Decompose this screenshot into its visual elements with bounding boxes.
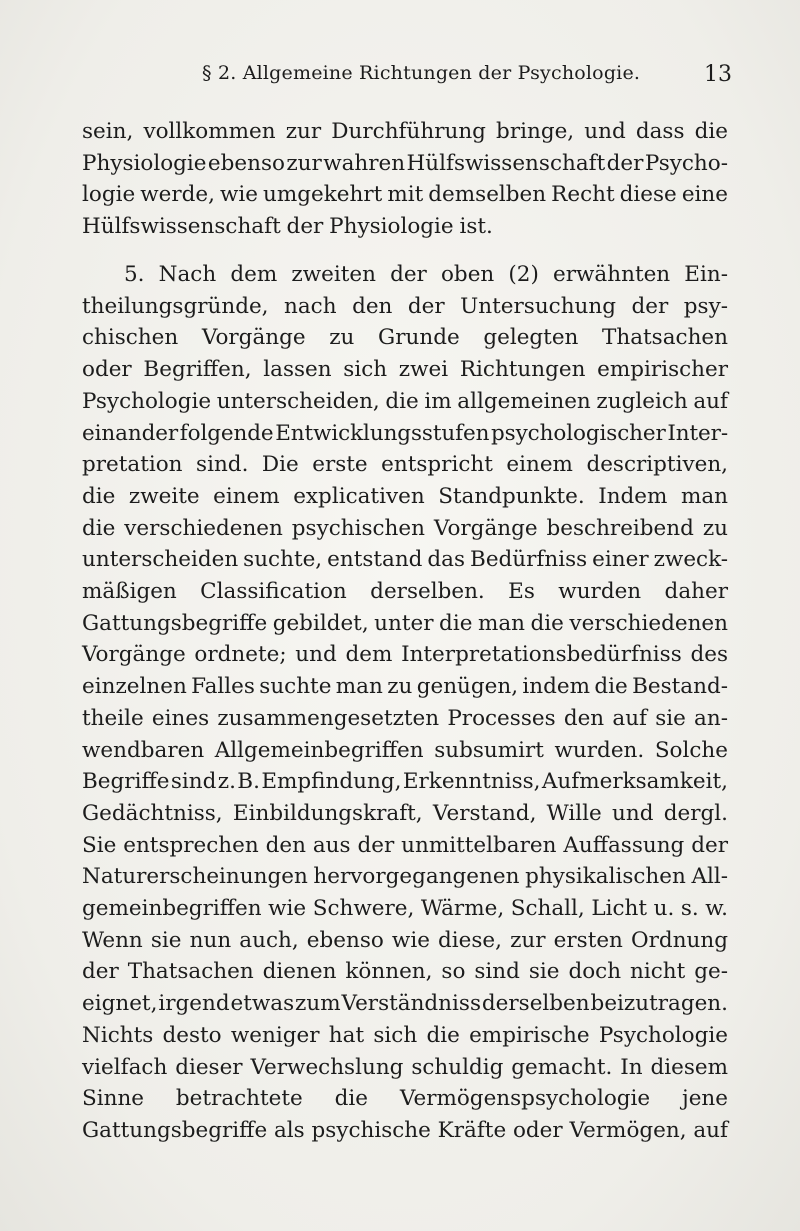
text-line: Psychologie unterscheiden, die im allgemeinen zugleich auf [82,388,728,414]
text-line: gemeinbegriffen wie Schwere, Wärme, Schall, Licht u. s. w. [82,896,728,922]
text-line: theile eines zusammengesetzten Processes den auf sie an- [82,705,728,731]
text-line: mäßigen Classification derselben. Es wurden daher [82,579,728,605]
text-line: die verschiedenen psychischen Vorgänge beschreibend zu [82,515,728,541]
paragraph-2 [82,259,728,1147]
text-line: vielfach dieser Verwechslung schuldig gemacht. In diesem [82,1054,728,1080]
text-line: Hülfswissenschaft der Physiologie ist. [82,214,493,240]
text-line: theilungsgründe, nach den der Untersuchung der psy- [82,293,728,319]
text-line: Gattungsbegriffe als psychische Kräfte oder Vermögen, auf [82,1117,728,1143]
text-line: der Thatsachen dienen können, so sind sie doch nicht ge- [82,959,728,985]
text-line: die zweite einem explicativen Standpunkte. Indem man [82,483,728,509]
text-line: Wenn sie nun auch, ebenso wie diese, zur ersten Ordnung [82,927,728,953]
paragraph-1 [82,116,728,243]
text-line: Sinne betrachtete die Vermögenspsychologie jene [82,1086,728,1112]
text-line: eignet, irgend etwas zum Verständniss derselben beizutragen. [82,991,728,1017]
text-line: Naturerscheinungen hervorgegangenen physikalischen All- [82,864,728,890]
text-line: 5. Nach dem zweiten der oben (2) erwähnten Ein- [124,262,728,287]
page-header [82,62,732,98]
text-line: Physiologie ebenso zur wahren Hülfswissenschaft der Psycho- [82,150,728,176]
text-line: Gattungsbegriffe gebildet, unter die man die verschiedenen [82,610,728,636]
text-line: Nichts desto weniger hat sich die empirische Psychologie [82,1022,728,1048]
text-line: logie werde, wie umgekehrt mit demselben Recht diese eine [82,182,728,208]
text-line: Vorgänge ordnete; und dem Interpretationsbedürfniss des [82,642,728,668]
text-line: unterscheiden suchte, entstand das Bedürfniss einer zweck- [82,547,728,573]
text-line: Sie entsprechen den aus der unmittelbaren Auffassung der [82,832,728,858]
text-line: Begriffe sind z. B. Empfindung, Erkenntniss, Aufmerksamkeit, [82,769,728,795]
text-line: Gedächtniss, Einbildungskraft, Verstand, Wille und dergl. [82,800,728,826]
text-line: einzelnen Falles suchte man zu genügen, indem die Bestand- [82,674,728,700]
running-head: § 2. Allgemeine Richtungen der Psychologie. [202,62,641,84]
text-line: einander folgende Entwicklungsstufen psychologischer Inter- [82,420,728,446]
text-line: pretation sind. Die erste entspricht einem descriptiven, [82,452,728,478]
text-line: sein, vollkommen zur Durchführung bringe, und dass die [82,119,728,144]
text-line: oder Begriffen, lassen sich zwei Richtungen empirischer [82,357,728,383]
text-line: chischen Vorgänge zu Grunde gelegten Thatsachen [82,325,728,351]
page-number: 13 [704,62,732,87]
text-line: wendbaren Allgemeinbegriffen subsumirt wurden. Solche [82,737,728,763]
